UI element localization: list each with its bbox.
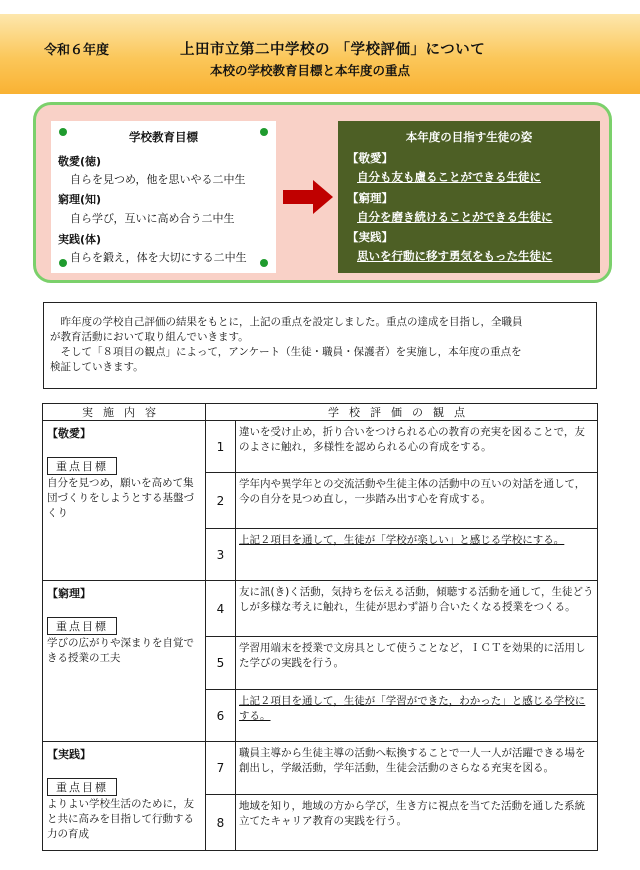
row-number: 4: [206, 581, 236, 637]
intro-line: 検証していきます。: [50, 361, 144, 373]
goal-head: 窮理(知): [58, 193, 102, 206]
row-text: 上記２項目を通して，生徒が「学校が楽しい」と感じる学校にする。: [236, 529, 598, 581]
target-head: 【敬愛】: [347, 151, 393, 165]
dot-icon: [59, 259, 67, 267]
row-text: 職員主導から生徒主導の活動へ転換することで一人一人が活躍できる場を創出し，学級活動，学年活動，生徒会活動のさらなる充実を図る。: [236, 742, 598, 795]
intro-line: が教育活動において取り組んでいきます。: [50, 331, 249, 343]
intro-line: 昨年度の学校自己評価の結果をもとに，上記の重点を設定しました。重点の達成を目指し，全職員: [60, 316, 523, 328]
row-number: 5: [206, 637, 236, 690]
badge-label: 重点目標: [47, 778, 117, 796]
row-text: 地域を知り，地域の方から学び，生き方に視点を当てた活動を通した系統立てたキャリア教育の実践を行う。: [236, 795, 598, 851]
badge-label: 重点目標: [47, 457, 117, 475]
row-number: 6: [206, 690, 236, 742]
right-arrow-icon: [283, 180, 333, 214]
category-desc: 自分を見つめ，願いを高めて集団づくりをしようとする基盤づくり: [47, 477, 194, 519]
category-cell: [43, 581, 206, 742]
goal-text: 自ら学び，互いに高め合う二中生: [70, 212, 235, 225]
table-header-row: [43, 404, 598, 421]
goal-head: 実践(体): [58, 233, 102, 246]
row-number: 8: [206, 795, 236, 851]
row-number: 1: [206, 421, 236, 473]
goal-head: 敬愛(徳): [58, 155, 102, 168]
category-cell: [43, 421, 206, 581]
row-text: 学年内や異学年との交流活動や生徒主体の活動中の互いの対話を通して，今の自分を見つめ直し，一歩踏み出す心を育成する。: [236, 473, 598, 529]
category-name: 【窮理】: [47, 587, 91, 600]
target-text: 思いを行動に移す勇気をもった生徒に: [357, 249, 553, 263]
row-number: 7: [206, 742, 236, 795]
target-text: 自分も友も慮ることができる生徒に: [357, 170, 541, 184]
target-students-box: [338, 121, 600, 273]
school-goals-box: [51, 121, 276, 273]
school-goals-title: 学校教育目標: [129, 130, 198, 144]
page-title: 上田市立第二中学校の 「学校評価」について: [180, 42, 486, 58]
row-number: 2: [206, 473, 236, 529]
target-text: 自分を磨き続けることができる生徒に: [357, 210, 553, 224]
evaluation-table: [42, 403, 598, 851]
goal-text: 自らを見つめ，他を思いやる二中生: [70, 173, 246, 186]
badge-label: 重点目標: [47, 617, 117, 635]
category-desc: よりよい学校生活のために，友と共に高みを目指して行動する力の育成: [47, 798, 194, 840]
category-desc: 学びの広がりや深まりを自覚できる授業の工夫: [47, 637, 194, 664]
target-title: 本年度の目指す生徒の姿: [405, 130, 533, 144]
header-right: 学校評価の観点: [206, 404, 598, 421]
table-row: [43, 742, 598, 795]
category-cell: [43, 742, 206, 851]
row-text: 友に訊(き)く活動，気持ちを伝える活動，傾聴する活動を通して，生徒どうしが多様な考えに触れ，生徒が思わず語り合いたくなる授業をつくる。: [236, 581, 598, 637]
intro-box: [43, 302, 597, 389]
dot-icon: [260, 259, 268, 267]
table-row: [43, 421, 598, 473]
category-name: 【敬愛】: [47, 427, 91, 440]
header-left: 実施内容: [43, 404, 206, 421]
category-name: 【実践】: [47, 748, 91, 761]
row-text: 学習用端末を授業で文房具として使うことなど，ＩＣＴを効果的に活用した学びの実践を行う。: [236, 637, 598, 690]
page-subtitle: 本校の学校教育目標と本年度の重点: [210, 63, 411, 78]
header-banner: [0, 14, 640, 94]
era-label: 令和６年度: [44, 43, 110, 58]
goal-text: 自らを鍛え，体を大切にする二中生: [70, 251, 247, 264]
target-head: 【窮理】: [347, 191, 393, 205]
goals-panel: [33, 102, 612, 283]
intro-line: そして「８項目の観点」によって，アンケート（生徒・職員・保護者）を実施し，本年度の重点を: [60, 346, 522, 358]
row-text: 上記２項目を通して，生徒が「学習ができた，わかった」と感じる学校にする。: [236, 690, 598, 742]
target-head: 【実践】: [347, 230, 393, 244]
row-text: 違いを受け止め，折り合いをつけられる心の教育の充実を図ることで，友のよさに触れ，多様性を認められる心の育成をする。: [236, 421, 598, 473]
row-number: 3: [206, 529, 236, 581]
table-row: [43, 581, 598, 637]
